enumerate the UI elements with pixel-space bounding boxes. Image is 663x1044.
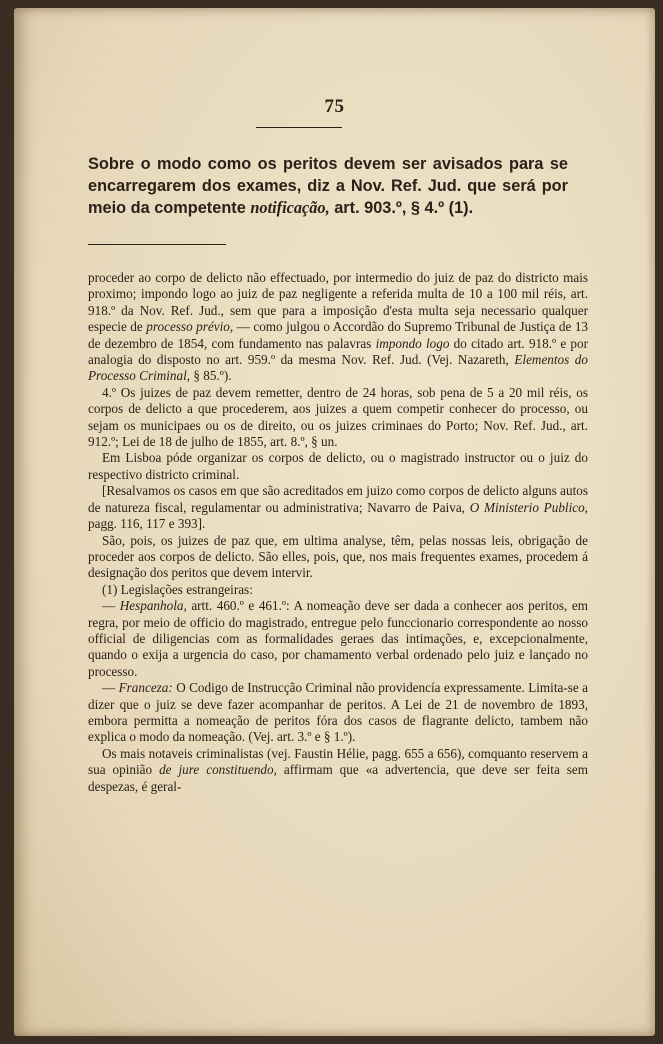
- italic-text-run: processo prévio,: [146, 319, 234, 335]
- text-run: affirmam que «a advertencia, que deve ser feita sem despezas, é geral-: [88, 762, 589, 794]
- italic-text-run: notificação,: [250, 198, 330, 217]
- italic-text-run: Franceza:: [118, 680, 173, 696]
- text-run: pagg. 116, 117 e 393].: [88, 516, 206, 532]
- text-run: [Resalvamos os casos em que são acreditados em juizo como corpos de delicto alguns autos de natureza fiscal, regulamentar ou administrativa; Navarro de Paiva,: [88, 483, 588, 515]
- footnote-paragraph: [88, 483, 588, 532]
- italic-text-run: de jure constituendo,: [159, 762, 277, 778]
- text-run: —: [102, 680, 119, 696]
- footnote-paragraph: [88, 450, 588, 483]
- footnote-paragraph: [88, 746, 588, 795]
- text-run: 4.º Os juizes de paz devem remetter, dentro de 24 horas, sob pena de 5 a 20 mil réis, os corpos de delicto a que procederem, aos juizes a quem competir conhecer do processo, ou sejam os municipaes ou os de direito, ou os juizes criminaes do Porto; Nov. Ref. Jud., art. 912.º; Lei de 18 de julho de 1855, art. 8.º, § un.: [88, 384, 588, 450]
- footnote-paragraph: [88, 680, 588, 746]
- page-number: 75: [324, 96, 345, 117]
- text-run: — como julgou o Accordão do Supremo Tribunal de Justiça de 13 de dezembro de 1854, com fundamento nas palavras: [88, 319, 589, 351]
- footnote-paragraph: [88, 533, 588, 582]
- text-run: do citado art. 918.º e por analogia do disposto no art. 959.º da mesma Nov. Ref. Jud. (Vej. Nazareth,: [88, 335, 589, 368]
- italic-text-run: impondo logo: [375, 335, 450, 351]
- footnote-paragraph: [88, 598, 588, 680]
- text-run: São, pois, os juizes de paz que, em ultima analyse, têm, pelas nossas leis, obrigação de proceder aos corpos de delicto. São elles, pois, que, nos mais frequentes exames, procedem á designação dos peritos que devem intervir.: [88, 532, 588, 581]
- italic-text-run: Hespanhola,: [119, 598, 187, 614]
- text-run: proceder ao corpo de delicto não effectuado, por intermedio do juiz de paz do districto mais proximo; impondo logo ao juiz de paz negligente a referida multa de 10 a 100 mil réis, art. 918.º da Nov. Ref. Jud., sem que para a imposição d'esta multa seja necessario qualquer especie de: [88, 270, 588, 335]
- book-page: [14, 8, 655, 1036]
- text-run: Os mais notaveis criminalistas (vej. Faustin Hélie, pagg. 655 a 656), comquanto reservem a sua opinião: [88, 745, 588, 778]
- italic-text-run: Elementos do Processo Criminal,: [88, 352, 588, 384]
- text-run: Sobre o modo como os peritos devem ser avisados para se encarregarem dos exames, diz a Nov. Ref. Jud. que será por meio da competente: [88, 154, 568, 217]
- text-run: art. 903.º, § 4.º (1).: [329, 198, 474, 217]
- text-run: —: [102, 598, 120, 614]
- footnote-paragraph: [88, 582, 588, 598]
- footnote-paragraph: [88, 270, 588, 385]
- text-run: O Codigo de Instrucção Criminal não providencía expressamente. Limita-se a dizer que o juiz se deve fazer acompanhar de peritos. A Lei de 21 de novembro de 1893, embora permitta a nomeação de peritos fóra dos casos de flagrante delicto, tambem não explica o modo da nomeação. (Vej. art. 3.º e § 1.º).: [88, 680, 588, 745]
- footnote-paragraph: [88, 385, 588, 451]
- text-run: § 85.º).: [190, 368, 232, 384]
- text-run: (1) Legislações estrangeiras:: [102, 581, 253, 597]
- footnote-separator: [88, 244, 226, 245]
- main-paragraph: [88, 153, 568, 219]
- footnotes-block: [88, 270, 588, 795]
- text-run: Em Lisboa póde organizar os corpos de delicto, ou o magistrado instructor ou o juiz do respectivo districto criminal.: [88, 450, 588, 482]
- italic-text-run: O Ministerio Publico,: [469, 499, 588, 515]
- page-number-rule: [256, 127, 342, 128]
- text-run: artt. 460.º e 461.º: A nomeação deve ser dada a conhecer aos peritos, em regra, por meio de officio do magistrado, entregue pelo funccionario correspondente ao nosso official de diligencias com as formalidades geraes das intimações, e, excepcionalmente, quando o exija a urgencia do caso, por chamamento verbal ordenado pelo juiz e lançado no processo.: [88, 598, 588, 679]
